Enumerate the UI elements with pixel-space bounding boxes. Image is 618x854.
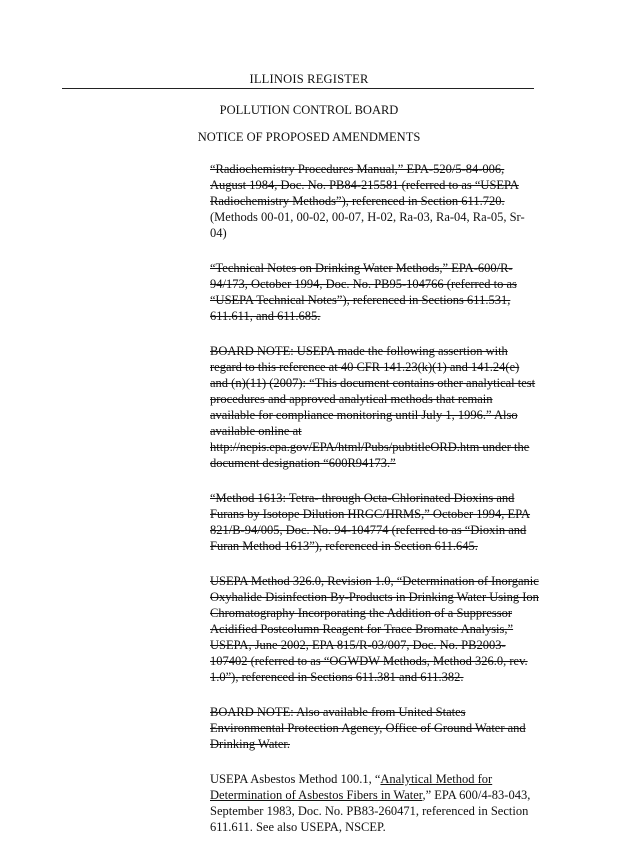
struck-text: “Method 1613: Tetra- through Octa-Chlorinated Dioxins and Furans by Isotope Dilution HRGC/HRMS,” October 1994, EPA 821/B-94/005, Doc. No. 94-104774 (referred to as “Dioxin and Furan Method 1613”), referenced in Section 611.645. <box>210 491 531 553</box>
agency-title: POLLUTION CONTROL BOARD <box>219 103 399 117</box>
notice-title: NOTICE OF PROPOSED AMENDMENTS <box>197 130 421 144</box>
underlined-title: Analytical Method for Determination of Asbestos Fibers in Water <box>210 772 493 802</box>
document-body <box>210 161 540 854</box>
paragraph-radiochemistry <box>210 161 540 241</box>
struck-text: “Technical Notes on Drinking Water Methods,” EPA-600/R-94/173, October 1994, Doc. No. PB95-104766 (referred to as “USEPA Technical Notes”), referenced in Sections 611.531, 611.611, and 611.685. <box>210 261 517 323</box>
page-header-title: ILLINOIS REGISTER <box>249 72 369 86</box>
header-rule <box>62 88 534 89</box>
paragraph-method-326 <box>210 573 540 685</box>
struck-text: USEPA Method 326.0, Revision 1.0, “Determination of Inorganic Oxyhalide Disinfection By-Products in Drinking Water Using Ion Chromatography Incorporating the Addition of a Suppressor Acidified Postcolumn Reagent for Trace Bromate Analysis,” USEPA, June 2002, EPA 815/R-03/007, Doc. No. PB2003-107402 (referred to as “OGWDW Methods, Method 326.0, rev. 1.0”), referenced in Sections 611.381 and 611.382. <box>210 574 539 684</box>
paragraph-method-1613 <box>210 490 540 554</box>
paragraph-technical-notes <box>210 260 540 324</box>
paragraph-text: USEPA Asbestos Method 100.1, “ <box>210 772 381 786</box>
paragraph-asbestos-method <box>210 771 540 835</box>
struck-text: BOARD NOTE: USEPA made the following assertion with regard to this reference at 40 CFR 141.23(k)(1) and 141.24(e) and (n)(11) (2007): “This document contains other analytical test procedures and approved analytical methods that remain available for compliance monitoring until July 1, 1996.” Also available online at http://nepis.epa.gov/EPA/html/Pubs/pubtitleORD.htm under the document designation “600R94173.” <box>210 344 536 470</box>
paragraph-text: ,” EPA 600/4-83-043, September 1983, Doc. No. PB83-260471, referenced in Section 611.611. See also USEPA, NSCEP. <box>210 788 531 834</box>
paragraph-text: (Methods 00-01, 00-02, 00-07, H-02, Ra-03, Ra-04, Ra-05, Sr-04) <box>210 210 525 240</box>
struck-text: BOARD NOTE: Also available from United States Environmental Protection Agency, Office of Ground Water and Drinking Water. <box>210 705 526 751</box>
paragraph-board-note-2 <box>210 704 540 752</box>
struck-text: “Radiochemistry Procedures Manual,” EPA-520/5-84-006, August 1984, Doc. No. PB84-215581 (referred to as “USEPA Radiochemistry Methods”), referenced in Section 611.720. <box>210 162 519 208</box>
paragraph-board-note-1 <box>210 343 540 471</box>
